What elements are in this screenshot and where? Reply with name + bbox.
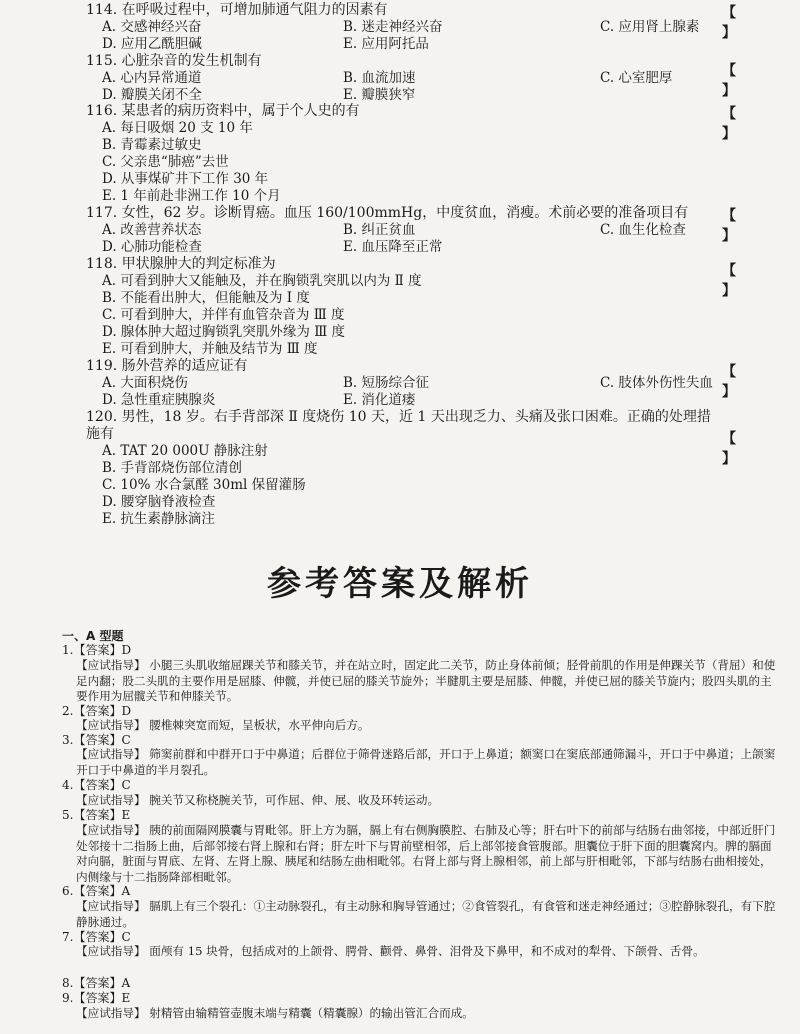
option: A. 交感神经兴奋	[102, 19, 202, 35]
question-stem: 114. 在呼吸过程中，可增加肺通气阻力的因素有	[86, 2, 388, 18]
option: C. 血生化检查	[600, 222, 686, 238]
option: C. 可看到肿大，并伴有血管杂音为 Ⅲ 度	[102, 307, 345, 323]
option: B. 不能看出肿大，但能触及为 Ⅰ 度	[102, 290, 310, 306]
explanation: 【应试指导】 腰椎棘突宽而短，呈板状，水平伸向后方。	[76, 718, 370, 732]
question-stem: 115. 心脏杂音的发生机制有	[86, 53, 262, 69]
question-stem: 119. 肠外营养的适应证有	[86, 358, 248, 374]
option: D. 瓣膜关闭不全	[102, 87, 202, 103]
answer-bracket: 【 】	[722, 364, 766, 400]
answer-bracket: 【 】	[722, 431, 766, 467]
question-stem-continued: 施有	[86, 426, 114, 442]
explanation: 【应试指导】 胰的前面隔网膜囊与胃毗邻。肝上方为膈，膈上有右侧胸膜腔、右肺及心等；肝右叶下的前部与结肠右曲邻接，中部近肝门处邻接十二指肠上曲，后部邻接右肾上腺和右肾；肝左叶下与胃前壁相邻，后上部邻接食管腹部。胆囊位于肝下面的胆囊窝内。脾的膈面对向膈，脏面与胃底、左肾、左肾上腺、胰尾和结肠左曲相毗邻。右肾上部与肾上腺相邻，前上部与肝相毗邻，下部与结肠右曲相接处，内侧缘与十二指肠降部相毗邻。	[76, 823, 776, 884]
option: B. 青霉素过敏史	[102, 137, 202, 153]
option: A. 可看到肿大又能触及，并在胸锁乳突肌以内为 Ⅱ 度	[102, 273, 422, 289]
section-title: 参考答案及解析	[267, 564, 533, 604]
option: A. 心内异常通道	[102, 70, 202, 86]
option: B. 迷走神经兴奋	[343, 19, 443, 35]
option: E. 应用阿托品	[343, 36, 429, 52]
option: E. 可看到肿大，并触及结节为 Ⅲ 度	[102, 341, 318, 357]
option: D. 急性重症胰腺炎	[102, 392, 216, 408]
option: B. 纠正贫血	[343, 222, 416, 238]
option: D. 腰穿脑脊液检查	[102, 494, 216, 510]
option: E. 消化道瘘	[343, 392, 416, 408]
explanation: 【应试指导】 膈肌上有三个裂孔：①主动脉裂孔，有主动脉和胸导管通过；②食管裂孔，有食管和迷走神经通过；③腔静脉裂孔，有下腔静脉通过。	[76, 899, 776, 929]
question-stem: 120. 男性，18 岁。右手背部深 Ⅱ 度烧伤 10 天，近 1 天出现乏力、头痛及张口困难。正确的处理措	[86, 409, 711, 425]
answer-label: 8.【答案】A	[62, 976, 131, 990]
answer-label: 6.【答案】A	[62, 884, 131, 898]
option: C. 心室肥厚	[600, 70, 673, 86]
explanation: 【应试指导】 腕关节又称桡腕关节，可作屈、伸、展、收及环转运动。	[76, 793, 440, 807]
answer-label: 9.【答案】E	[62, 991, 131, 1005]
answer-bracket: 【 】	[722, 63, 766, 99]
explanation: 【应试指导】 射精管由输精管壶腹末端与精囊（精囊腺）的输出管汇合而成。	[76, 1006, 474, 1020]
question-stem: 117. 女性，62 岁。诊断胃癌。血压 160/100mmHg，中度贫血，消瘦。术前必要的准备项目有	[86, 205, 689, 221]
option: C. 父亲患“肺癌”去世	[102, 154, 229, 170]
answer-bracket: 【 】	[722, 106, 766, 142]
option: D. 腺体肿大超过胸锁乳突肌外缘为 Ⅲ 度	[102, 324, 346, 340]
option: A. TAT 20 000U 静脉注射	[102, 443, 268, 459]
option: B. 短肠综合征	[343, 375, 430, 391]
answer-label: 1.【答案】D	[62, 643, 132, 657]
answer-bracket: 【 】	[722, 208, 766, 244]
option: B. 血流加速	[343, 70, 416, 86]
option: C. 应用肾上腺素	[600, 19, 700, 35]
answer-label: 5.【答案】E	[62, 808, 131, 822]
option: E. 1 年前赴非洲工作 10 个月	[102, 188, 281, 204]
question-stem: 118. 甲状腺肿大的判定标准为	[86, 256, 276, 272]
answer-label: 7.【答案】C	[62, 930, 131, 944]
option: A. 每日吸烟 20 支 10 年	[102, 120, 253, 136]
section-heading: 一、A 型题	[62, 629, 124, 643]
option: C. 肢体外伤性失血	[600, 375, 713, 391]
option: E. 抗生素静脉滴注	[102, 511, 215, 527]
option: C. 10% 水合氯醛 30ml 保留灌肠	[102, 477, 306, 493]
answer-bracket: 【 】	[722, 263, 766, 299]
option: D. 应用乙酰胆碱	[102, 36, 202, 52]
explanation: 【应试指导】 面颅有 15 块骨，包括成对的上颌骨、腭骨、颧骨、鼻骨、泪骨及下鼻甲，和不成对的犁骨、下颌骨、舌骨。	[76, 944, 705, 958]
explanation: 【应试指导】 小腿三头肌收缩屈踝关节和膝关节，并在站立时，固定此二关节，防止身体前倾；胫骨前肌的作用是伸踝关节（背屈）和使足内翻；股二头肌的主要作用是屈膝、伸髋，并使已屈的膝关节旋外；半腱肌主要是屈膝、伸髋，并使已屈的膝关节旋内；股四头肌的主要作用为屈髋关节和伸膝关节。	[76, 658, 776, 704]
option: D. 心肺功能检查	[102, 239, 202, 255]
answer-label: 2.【答案】D	[62, 704, 132, 718]
explanation: 【应试指导】 筛窦前群和中群开口于中鼻道；后群位于筛骨迷路后部，开口于上鼻道；额窦口在窦底部通筛漏斗，开口于中鼻道；上颌窦开口于中鼻道的半月裂孔。	[76, 747, 776, 777]
answer-label: 4.【答案】C	[62, 778, 131, 792]
option: B. 手背部烧伤部位清创	[102, 460, 243, 476]
option: A. 改善营养状态	[102, 222, 202, 238]
option: A. 大面积烧伤	[102, 375, 188, 391]
answer-bracket: 【 】	[722, 5, 766, 41]
option: E. 血压降至正常	[343, 239, 443, 255]
option: D. 从事煤矿井下工作 30 年	[102, 171, 269, 187]
option: E. 瓣膜狭窄	[343, 87, 416, 103]
question-stem: 116. 某患者的病历资料中，属于个人史的有	[86, 103, 360, 119]
answer-label: 3.【答案】C	[62, 733, 131, 747]
